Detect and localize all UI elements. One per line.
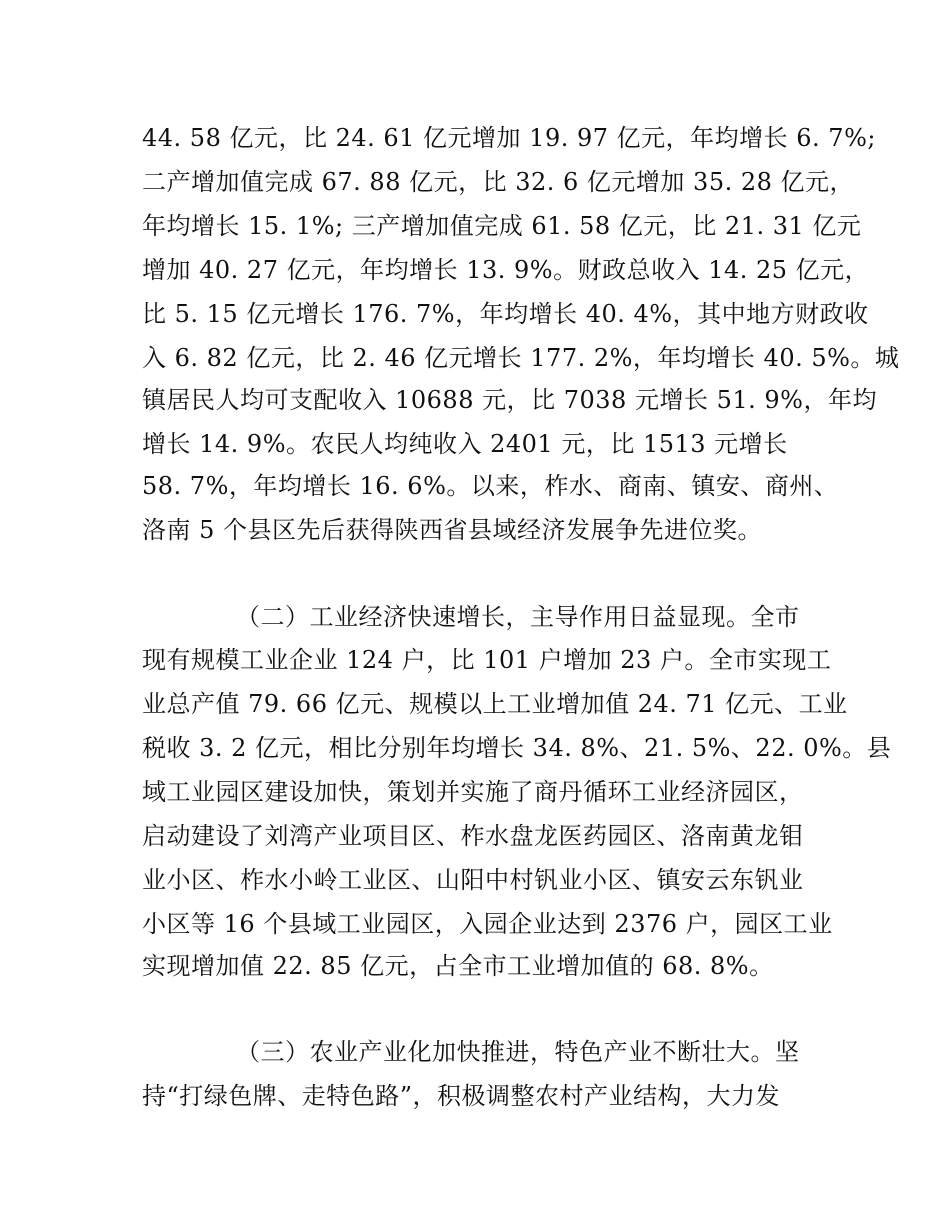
- text-line: 业总产值 79. 66 亿元、规模以上工业增加值 24. 71 亿元、工业: [142, 690, 848, 718]
- text-line: 年均增长 15. 1%; 三产增加值完成 61. 58 亿元，比 21. 31 亿元: [142, 212, 862, 240]
- text-line: 58. 7%，年均增长 16. 6%。以来，柞水、商南、镇安、商州、: [142, 472, 839, 500]
- text-line: 小区等 16 个县域工业园区，入园企业达到 2376 户，园区工业: [142, 910, 833, 938]
- section-heading-line: （三）农业产业化加快推进，特色产业不断壮大。坚: [236, 1038, 800, 1066]
- text-line: 启动建设了刘湾产业项目区、柞水盘龙医药园区、洛南黄龙钼: [142, 822, 804, 850]
- text-line: 增长 14. 9%。农民人均纯收入 2401 元，比 1513 元增长: [142, 430, 788, 458]
- text-line: 业小区、柞水小岭工业区、山阳中村钒业小区、镇安云东钒业: [142, 866, 804, 894]
- text-line: 增加 40. 27 亿元，年均增长 13. 9%。财政总收入 14. 25 亿元，: [142, 256, 870, 284]
- text-line: 44. 58 亿元，比 24. 61 亿元增加 19. 97 亿元，年均增长 6. 7%;: [142, 124, 876, 152]
- text-line: 比 5. 15 亿元增长 176. 7%，年均增长 40. 4%，其中地方财政收: [142, 300, 869, 328]
- text-line: 入 6. 82 亿元，比 2. 46 亿元增长 177. 2%，年均增长 40. 5%。城: [142, 344, 900, 372]
- section-heading-line: （二）工业经济快速增长，主导作用日益显现。全市: [236, 603, 800, 631]
- text-line: 二产增加值完成 67. 88 亿元，比 32. 6 亿元增加 35. 28 亿元，: [142, 168, 855, 196]
- text-line: 现有规模工业企业 124 户，比 101 户增加 23 户。全市实现工: [142, 646, 832, 674]
- text-line: 实现增加值 22. 85 亿元，占全市工业增加值的 68. 8%。: [142, 952, 774, 980]
- text-line: 洛南 5 个县区先后获得陕西省县域经济发展争先进位奖。: [142, 516, 763, 544]
- text-line: 镇居民人均可支配收入 10688 元，比 7038 元增长 51. 9%，年均: [142, 386, 877, 414]
- text-line: 域工业园区建设加快，策划并实施了商丹循环工业经济园区，: [142, 778, 804, 806]
- text-line: 持“打绿色牌、走特色路”，积极调整农村产业结构，大力发: [142, 1082, 781, 1110]
- text-line: 税收 3. 2 亿元，相比分别年均增长 34. 8%、21. 5%、22. 0%。县: [142, 734, 892, 762]
